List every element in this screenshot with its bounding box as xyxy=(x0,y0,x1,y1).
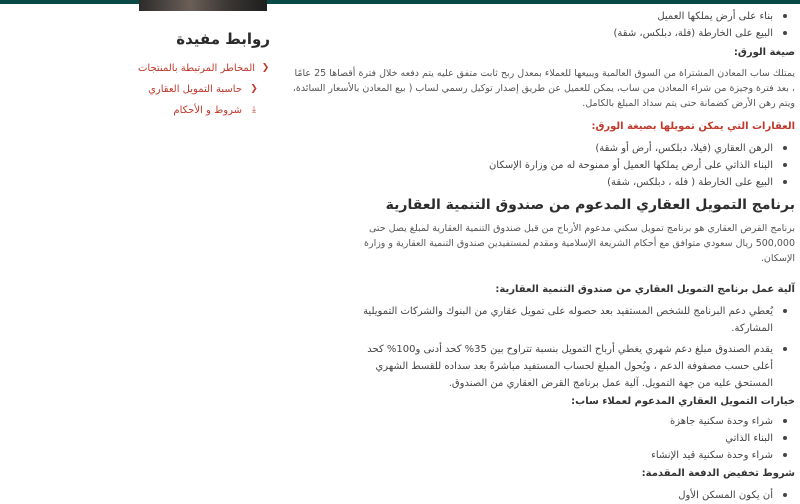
link-label[interactable]: شروط و الأحكام xyxy=(173,105,242,116)
list-item: أن يكون المسكن الأول xyxy=(290,487,773,504)
options-heading: خيارات التمويل العقاري المدعوم لعملاء ساب: xyxy=(571,396,795,407)
main-content xyxy=(290,8,795,504)
link-terms-conditions[interactable] xyxy=(138,100,270,121)
chevron-left-icon: ❮ xyxy=(250,84,258,94)
top-accent-bar xyxy=(0,0,800,4)
list-item: بناء على أرض يملكها العميل xyxy=(290,8,773,25)
banner-image xyxy=(139,0,267,11)
top-list xyxy=(290,8,795,42)
wariq-heading: صيغة الورق: xyxy=(733,47,795,58)
link-product-risks[interactable] xyxy=(138,58,270,79)
properties-list xyxy=(290,140,795,191)
link-finance-calculator[interactable] xyxy=(138,79,270,100)
list-item: البيع على الخارطة ( فله ، دبلكس، شقة) xyxy=(290,174,773,191)
list-item: يقدم الصندوق مبلغ دعم شهري يغطي أرباح التمويل بنسبة تتراوح بين 35% كحد أدنى و100% كحد أعلى حسب مصفوفة الدعم ، ويُحول المبلغ لحساب المستفيد مباشرةً بعد سداده للقسط الشهري المستحق عليه من جهة التمويل. آلية عمل برنامج القرض العقاري من الصندوق. xyxy=(350,341,773,392)
list-item: يُعطي دعم البرنامج للشخص المستفيد بعد حصوله على تمويل عقاري من البنوك والشركات التمويلية المشاركة. xyxy=(350,303,773,337)
sidebar-title: روابط مفيدة xyxy=(176,30,270,48)
down-payment-list xyxy=(290,487,795,504)
link-label[interactable]: حاسبة التمويل العقاري xyxy=(148,84,242,95)
wariq-paragraph: يمتلك ساب المعادن المشتراة من السوق العالمية ويبيعها للعملاء بمعدل ربح ثابت متفق عليه يتم دفعه خلال فترة أقصاها 25 عامًا ، بعد فترة وجيزة من شراء المعادن من ساب، يمكن للعميل عن طريق إصدار توكيل رسمي لساب ( بيع المعادن بالأسعار السائدة، ويتم رهن الأرض كضمانة حتى يتم سداد المبلغ بالكامل. xyxy=(292,68,795,109)
mechanism-heading: آلية عمل برنامج التمويل العقاري من صندوق التنمية العقارية: xyxy=(495,284,795,295)
down-payment-heading: شروط تخفيض الدفعة المقدمة: xyxy=(641,468,795,479)
list-item: شراء وحدة سكنية قيد الإنشاء xyxy=(290,447,773,464)
list-item: شراء وحدة سكنية جاهزة xyxy=(290,413,773,430)
list-item: الرهن العقاري (فيلا، دبلكس، أرض أو شقة) xyxy=(290,140,773,157)
list-item: البيع على الخارطة (فلة، دبلكس، شقة) xyxy=(290,25,773,42)
properties-heading: العقارات التي يمكن تمويلها بصيغة الورق: xyxy=(591,121,795,132)
list-item: البناء الذاتي xyxy=(290,430,773,447)
useful-links-sidebar xyxy=(138,28,270,121)
program-title: برنامج التمويل العقاري المدعوم من صندوق التنمية العقارية xyxy=(385,197,795,213)
chevron-left-icon: ❮ xyxy=(261,63,270,73)
link-label[interactable]: المخاطر المرتبطة بالمنتجات xyxy=(138,63,256,74)
download-icon: ⤓ xyxy=(252,105,256,115)
mechanism-list xyxy=(290,303,795,392)
list-item: البناء الذاتي على أرض يملكها العميل أو ممنوحة له من وزارة الإسكان xyxy=(290,157,773,174)
options-list xyxy=(290,413,795,464)
program-paragraph: برنامج القرض العقاري هو برنامج تمويل سكني مدعوم الأرباح من قبل صندوق التنمية العقارية لمبلغ يصل حتى 500,000 ريال سعودي متوافق مع أحكام الشريعة الإسلامية ومقدم لمستفيدين صندوق التنمية العقارية و وزارة الإسكان. xyxy=(364,223,795,264)
